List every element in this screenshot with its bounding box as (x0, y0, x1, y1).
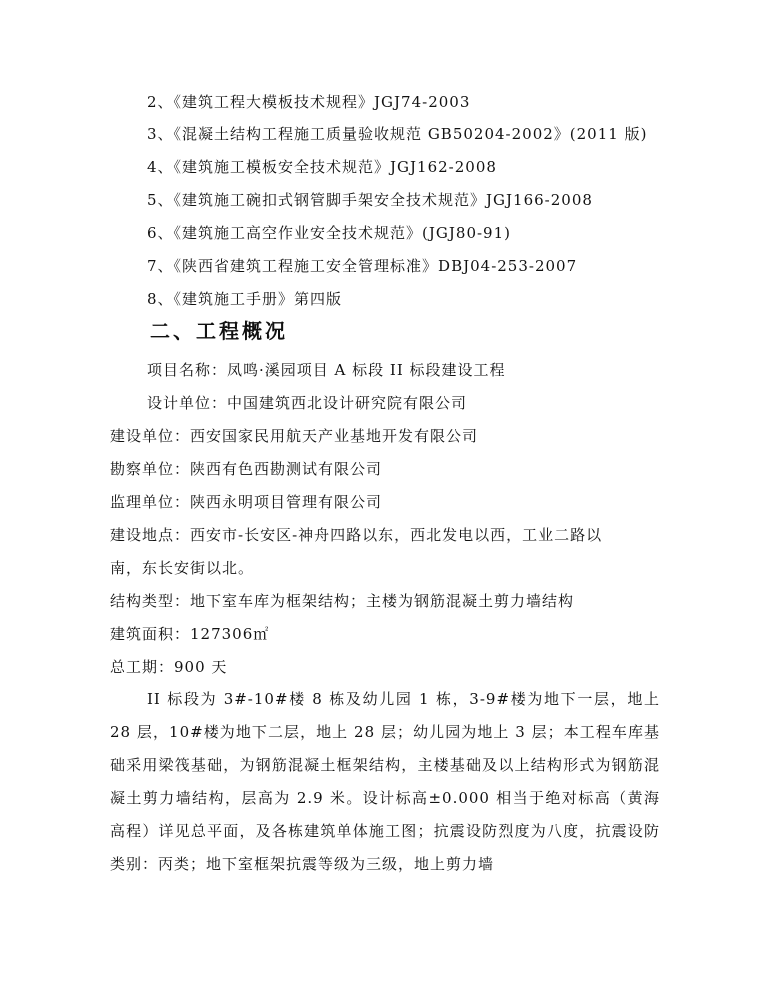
reference-item: 4、《建筑施工模板安全技术规范》JGJ162-2008 (147, 158, 497, 176)
location-line-2: 南，东长安街以北。 (110, 559, 255, 577)
reference-item: 6、《建筑施工高空作业安全技术规范》(JGJ80-91) (147, 224, 512, 242)
structure-type: 结构类型：地下室车库为框架结构；主楼为钢筋混凝土剪力墙结构 (110, 592, 575, 610)
reference-item: 5、《建筑施工碗扣式钢管脚手架安全技术规范》JGJ166-2008 (147, 191, 593, 209)
reference-item: 2、《建筑工程大模板技术规程》JGJ74-2003 (147, 93, 471, 111)
survey-unit: 勘察单位：陕西有色西勘测试有限公司 (110, 460, 383, 478)
construction-unit: 建设单位：西安国家民用航天产业基地开发有限公司 (110, 427, 479, 445)
building-area: 建筑面积：127306㎡ (110, 625, 270, 643)
project-description (110, 683, 660, 881)
project-name: 项目名称：凤鸣·溪园项目 A 标段 II 标段建设工程 (147, 361, 506, 379)
location-line-1: 建设地点：西安市-长安区-神舟四路以东，西北发电以西，工业二路以 (110, 526, 603, 544)
reference-item: 3、《混凝土结构工程施工质量验收规范 GB50204-2002》(2011 版) (147, 125, 648, 143)
reference-item: 8、《建筑施工手册》第四版 (147, 290, 343, 308)
description-text: II 标段为 3#-10#楼 8 栋及幼儿园 1 栋，3-9#楼为地下一层，地上 28 层，10#楼为地下二层，地上 28 层；幼儿园为地上 3 层；本工程车库基础采用梁筏基础，为钢筋混凝土框架结构，主楼基础及以上结构形式为钢筋混凝土剪力墙结构，层高为 2.9 米。设计标高±0.000 相当于绝对标高（黄海高程）详见总平面，及各栋建筑单体施工图；抗震设防烈度为八度，抗震设防类别：丙类；地下室框架抗震等级为三级，地上剪力墙 (110, 690, 660, 873)
reference-item: 7、《陕西省建筑工程施工安全管理标准》DBJ04-253-2007 (147, 257, 578, 275)
section-title: 二、工程概况 (150, 319, 288, 343)
design-unit: 设计单位：中国建筑西北设计研究院有限公司 (147, 394, 468, 412)
supervision-unit: 监理单位：陕西永明项目管理有限公司 (110, 493, 383, 511)
total-duration: 总工期：900 天 (110, 658, 228, 676)
